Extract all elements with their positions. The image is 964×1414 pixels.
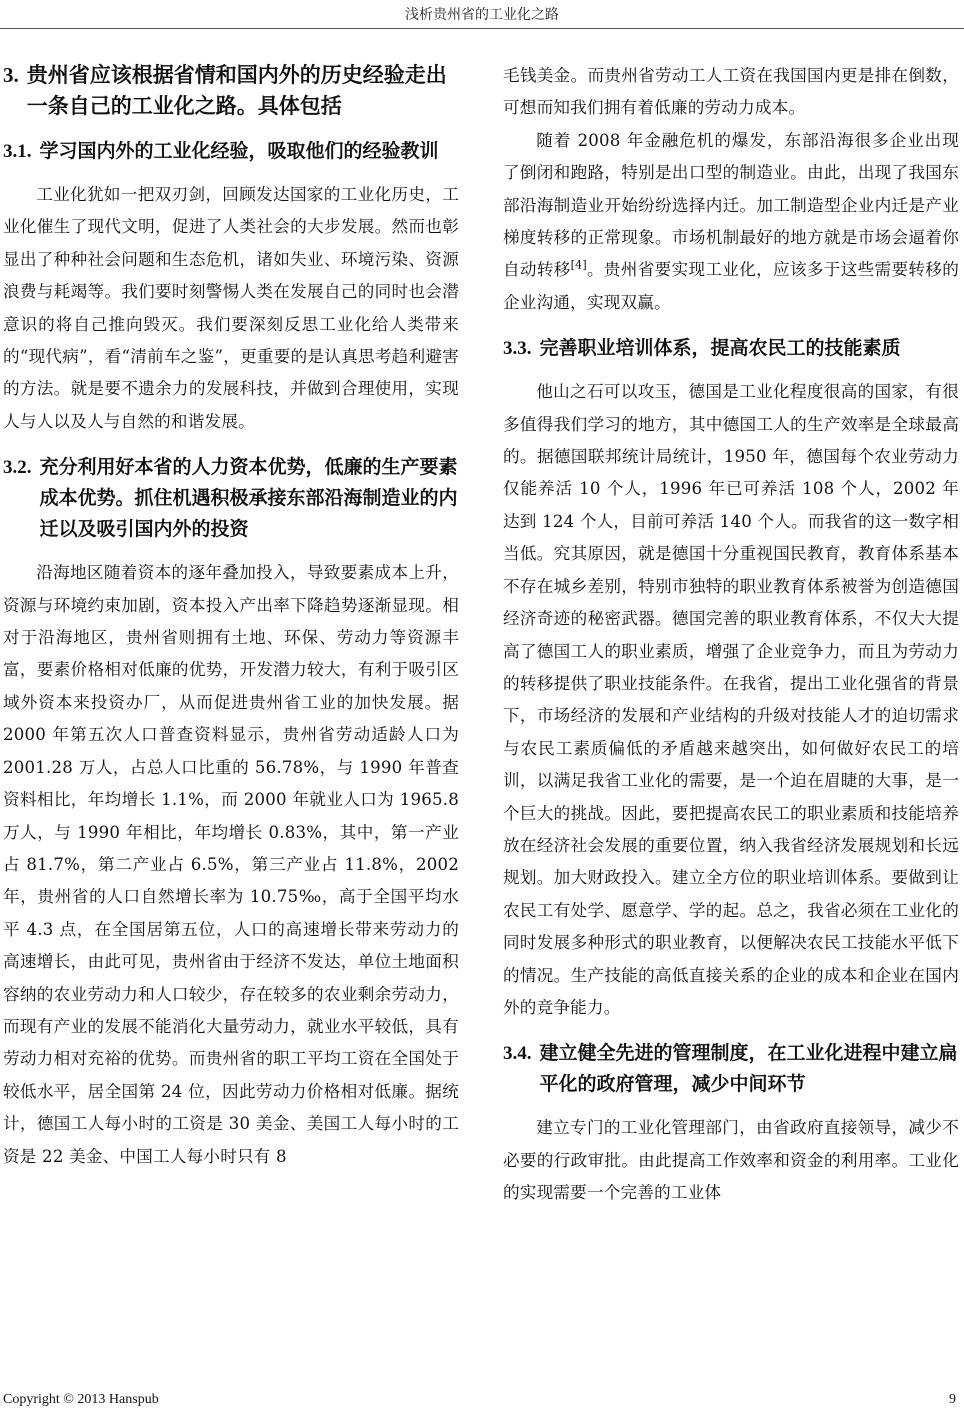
header-divider [0, 28, 964, 29]
section-number: 3. [3, 63, 19, 87]
section-title: 学习国内外的工业化经验，吸取他们的经验教训 [39, 140, 439, 162]
page-number: 9 [949, 1392, 956, 1407]
paragraph: 沿海地区随着资本的逐年叠加投入，导致要素成本上升，资源与环境约束加剧，资本投入产出率下降趋势逐渐显现。相对于沿海地区，贵州省则拥有土地、环保、劳动力等资源丰富，要素价格相对低廉的优势，开发潜力较大，有利于吸引区域外资本来投资办厂，从而促进贵州省工业的加快发展。据 2000 年第五次人口普查资料显示，贵州省劳动适龄人口为 2001.28 万人，占总人口比重的 56.78%，与 1990 年普查资料相比，年均增长 1.1%，而 2000 年就业人口为 1965.8 万人，与 1990 年相比，年均增长 0.83%，其中，第一产业占 81.7%，第二产业占 6.5%，第三产业占 11.8%，2002 年，贵州省的人口自然增长率为 10.75‰，高于全国平均水平 4.3 点，在全国居第五位，人口的高速增长带来劳动力的高速增长，由此可见，贵州省由于经济不发达，单位土地面积容纳的农业劳动力和人口较少，存在较多的农业剩余劳动力，而现有产业的发展不能消化大量劳动力，就业水平较低，具有劳动力相对充裕的优势。而贵州省的职工平均工资在全国处于较低水平，居全国第 24 位，因此劳动力价格相对低廉。据统计，德国工人每小时的工资是 30 美金、美国工人每小时的工资是 22 美金、中国工人每小时只有 8 [3, 563, 459, 1166]
section-number: 3.3. [503, 338, 532, 360]
section-number: 3.2. [3, 457, 32, 479]
section-title: 贵州省应该根据省情和国内外的历史经验走出一条自己的工业化之路。具体包括 [26, 63, 447, 118]
paragraph: 建立专门的工业化管理部门，由省政府直接领导，减少不必要的行政审批。由此提高工作效率和资金的利用率。工业化的实现需要一个完善的工业体 [503, 1118, 959, 1203]
running-header-title: 浅析贵州省的工业化之路 [405, 7, 559, 23]
section-number: 3.4. [503, 1043, 532, 1065]
copyright-notice: Copyright © 2013 Hanspub [3, 1392, 159, 1407]
section-3-1-heading [3, 136, 459, 167]
paragraph: 他山之石可以攻玉，德国是工业化程度很高的国家，有很多值得我们学习的地方，其中德国工人的生产效率是全球最高的。据德国联邦统计局统计，1950 年，德国每个农业劳动力仅能养活 10 个人，1996 年已可养活 108 个人，2002 年达到 124 个人，目前可养活 140 个人。而我省的这一数字相当低。究其原因，就是德国十分重视国民教育，教育体系基本不存在城乡差别，特别市独特的职业教育体系被誉为创造德国经济奇迹的秘密武器。德国完善的职业教育体系，不仅大大提高了德国工人的职业素质，增强了企业竞争力，而且为劳动力的转移提供了职业技能条件。在我省，提出工业化强省的背景下，市场经济的发展和产业结构的升级对技能人才的迫切需求与农民工素质偏低的矛盾越来越突出，如何做好农民工的培训，以满足我省工业化的需要，是一个迫在眉睫的大事，是一个巨大的挑战。因此，要把提高农民工的职业素质和技能培养放在经济社会发展的重要位置，纳入我省经济发展规划和长远规划。加大财政投入。建立全方位的职业培训体系。要做到让农民工有处学、愿意学、学的起。总之，我省必须在工业化的同时发展多种形式的职业教育，以便解决农民工技能水平低下的情况。生产技能的高低直接关系的企业的成本和企业在国内外的竞争能力。 [503, 382, 959, 1017]
left-column [3, 60, 459, 1173]
section-title: 完善职业培训体系，提高农民工的技能素质 [539, 337, 901, 360]
citation-ref[interactable]: [4] [570, 258, 587, 272]
paragraph-continuation: 毛钱美金。而贵州省劳动工人工资在我国国内更是排在倒数，可想而知我们拥有着低廉的劳动力成本。 [503, 66, 959, 118]
paragraph: 工业化犹如一把双刃剑，回顾发达国家的工业化历史，工业化催生了现代文明，促进了人类社会的大步发展。然而也彰显出了种种社会问题和生态危机，诸如失业、环境污染、资源浪费与耗竭等。我们要时刻警惕人类在发展自己的同时也会潜意识的将自己推向毁灭。我们要深刻反思工业化给人类带来的“现代病”，看“清前车之鉴”，更重要的是认真思考趋利避害的方法。就是要不遗余力的发展科技，并做到合理使用，实现人与人以及人与自然的和谐发展。 [3, 185, 459, 431]
paragraph [503, 125, 959, 319]
paragraph-text: 。贵州省要实现工业化，应该多于这些需要转移的企业沟通，实现双赢。 [503, 260, 959, 312]
right-column [503, 60, 959, 1210]
section-3-heading [3, 60, 459, 122]
paragraph-text: 随着 2008 年金融危机的爆发，东部沿海很多企业出现了倒闭和跑路，特别是出口型的制造业。由此，出现了我国东部沿海制造业开始纷纷选择内迁。加工制造型企业内迁是产业梯度转移的正常现象。市场机制最好的地方就是市场会逼着你自动转移 [503, 130, 959, 280]
section-title: 建立健全先进的管理制度，在工业化进程中建立扁平化的政府管理，减少中间环节 [539, 1042, 958, 1096]
section-3-2-heading [3, 452, 459, 545]
section-3-3-heading [503, 333, 959, 364]
section-title: 充分利用好本省的人力资本优势，低廉的生产要素成本优势。抓住机遇积极承接东部沿海制造业的内迁以及吸引国内外的投资 [39, 456, 458, 541]
section-number: 3.1. [3, 141, 32, 162]
section-3-4-heading [503, 1038, 959, 1100]
